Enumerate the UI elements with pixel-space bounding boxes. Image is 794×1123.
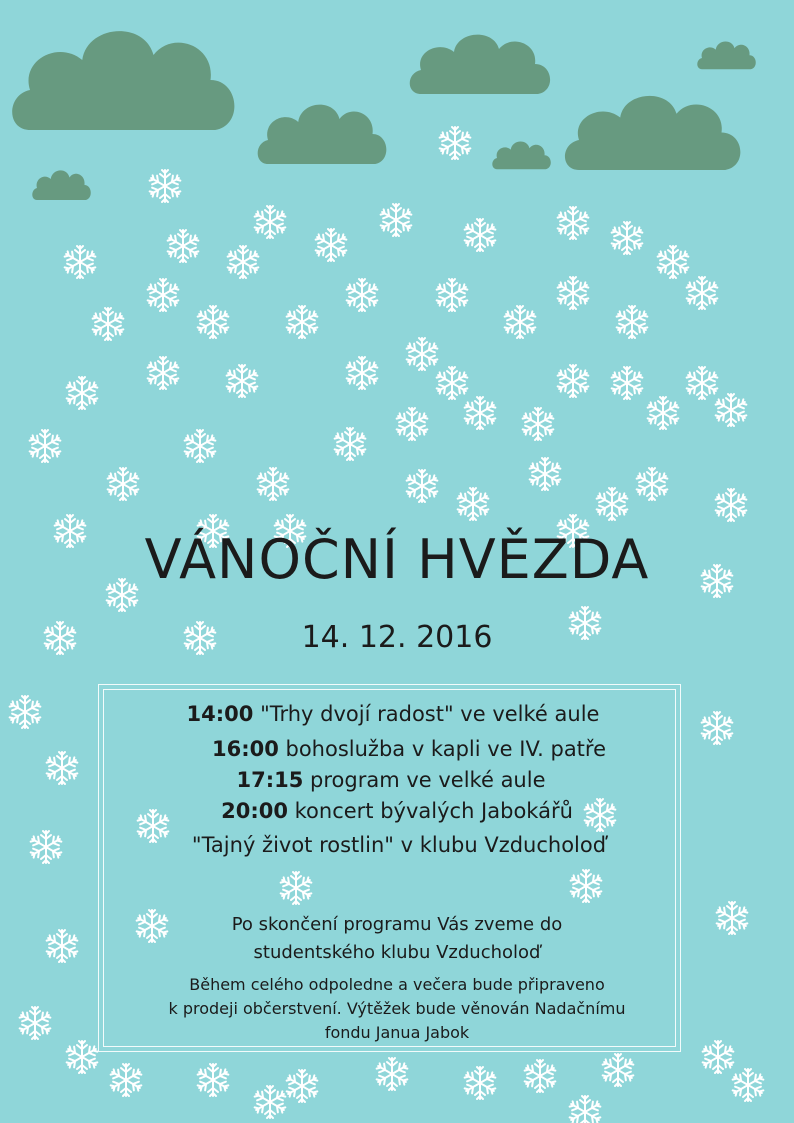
cloud-icon [410,35,550,94]
snowflake-icon [197,1064,230,1096]
invite-line: Po skončení programu Vás zveme do [231,914,563,935]
snowflake-icon [686,367,719,399]
snowflake-icon [346,357,379,389]
schedule-item [0,768,788,792]
schedule-time: 20:00 [221,799,288,823]
snowflake-icon [286,1070,319,1102]
snowflake-icon [396,408,429,440]
schedule-text: koncert bývalých Jabokářů [287,799,573,823]
note-line: Během celého odpoledne a večera bude připraveno [189,975,605,994]
schedule-text: program ve velké aule [303,768,546,792]
snowflake-icon [406,338,439,370]
snowflake-icon [464,1067,497,1099]
snowflake-icon [149,170,182,202]
snowflake-icon [611,367,644,399]
snowflake-icon [66,1041,99,1073]
snowflake-icon [732,1069,765,1101]
schedule-time: 16:00 [211,737,279,761]
snowflake-icon [315,229,348,261]
snowflake-icon [569,1096,602,1123]
snowflake-icon [464,219,497,251]
snowflake-icon [286,306,319,338]
snowflake-icon [636,468,669,500]
snowflake-icon [66,377,99,409]
snowflake-icon [147,357,180,389]
cloud-icon [492,142,550,170]
snowflake-icon [504,306,537,338]
snowflake-icon [92,308,125,340]
snowflake-icon [64,246,97,278]
snowflake-icon [107,468,140,500]
snowflake-icon [110,1064,143,1096]
schedule-text: "Trhy dvojí radost" ve velké aule [253,702,600,726]
snowflake-icon [715,489,748,521]
snowflake-icon [227,246,260,278]
snowflake-icon [715,394,748,426]
snowflake-icon [436,367,469,399]
event-date: 14. 12. 2016 [301,620,493,655]
snowflake-icon [29,430,62,462]
note-line: k prodeji občerstvení. Výtěžek bude věnován Nadačnímu [168,999,626,1018]
snowflake-icon [557,277,590,309]
poster-title: VÁNOČNÍ HVĚZDA [144,528,650,591]
snowflake-icon [197,306,230,338]
schedule-time: 17:15 [236,768,304,792]
snowflake-icon [602,1054,635,1086]
snowflake-icon [380,204,413,236]
schedule-item [12,737,794,761]
snowflake-icon [147,279,180,311]
snowflake-icon [457,488,490,520]
snowflake-icon [257,468,290,500]
snowflake-icon [464,397,497,429]
snowflake-icon [686,277,719,309]
cloud-icon [32,170,90,200]
snowflake-icon [346,279,379,311]
snowflake-icon [522,408,555,440]
schedule-text: bohoslužba v kapli ve IV. patře [278,737,607,761]
snowflake-icon [657,246,690,278]
snowflake-icon [557,207,590,239]
snowflake-icon [439,127,472,159]
snowflake-icon [596,488,629,520]
schedule-time: 14:00 [186,702,254,726]
snowflake-icon [254,1086,287,1118]
schedule-item [2,833,794,857]
snowflake-icon [167,230,200,262]
schedule-item [0,702,790,726]
snowflake-icon [376,1058,409,1090]
schedule-item [0,799,794,823]
cloud-icon [12,31,234,130]
snowflake-icon [702,1041,735,1073]
snowflake-icon [647,397,680,429]
cloud-icon [565,96,740,170]
snowflake-icon [524,1060,557,1092]
schedule-text: "Tajný život rostlin" v klubu Vzducholoď [191,833,607,857]
snowflake-icon [226,365,259,397]
snowflake-icon [254,206,287,238]
snowflake-icon [557,365,590,397]
cloud-icon [697,42,755,70]
note-line: fondu Janua Jabok [324,1023,470,1042]
snowflake-icon [436,279,469,311]
snowflake-icon [184,430,217,462]
invite-line: studentského klubu Vzducholoď [253,942,541,963]
snowflake-icon [406,470,439,502]
snowflake-icon [616,306,649,338]
snowflake-icon [611,222,644,254]
snowflake-icon [334,428,367,460]
snowflake-icon [529,458,562,490]
cloud-icon [258,105,387,164]
